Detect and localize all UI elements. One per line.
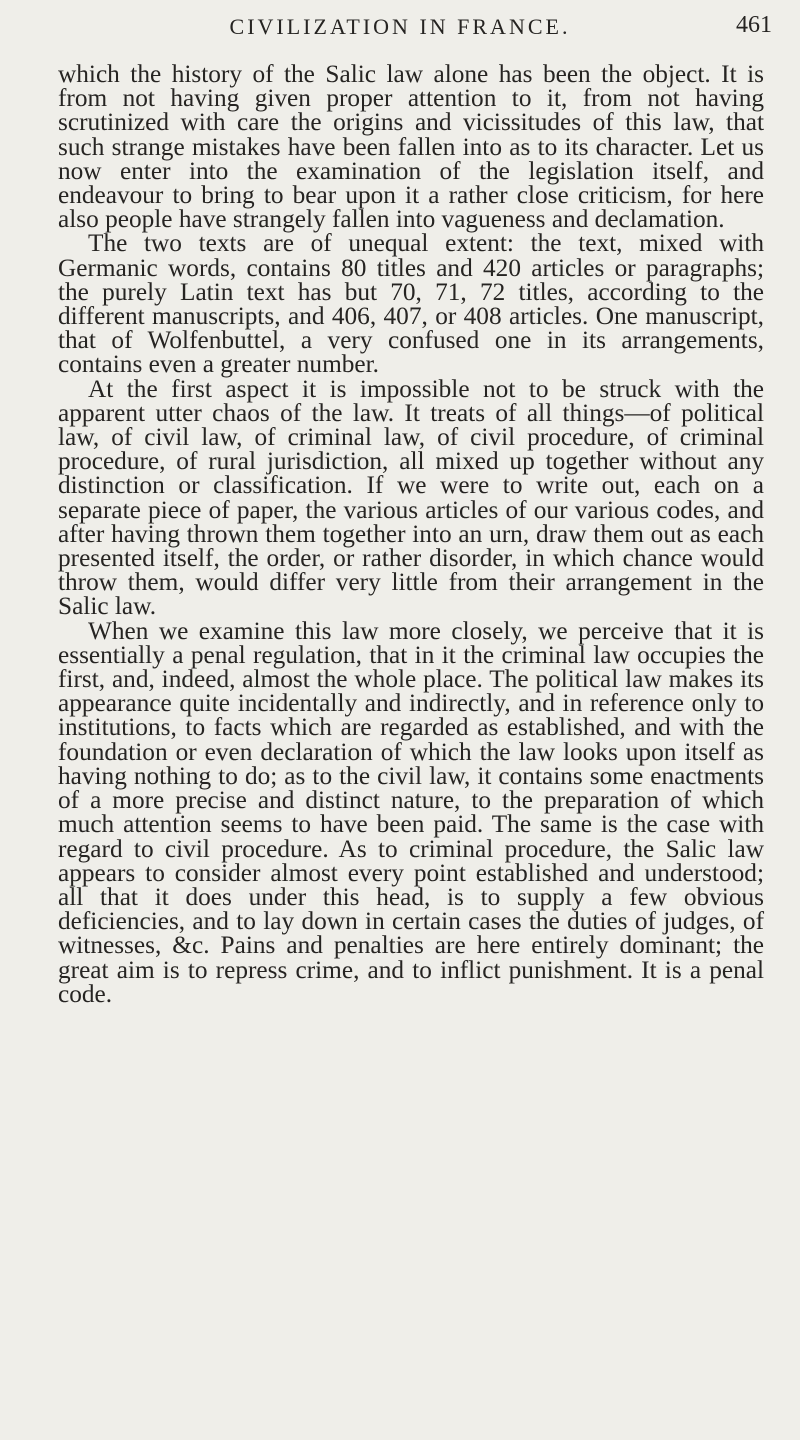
page-number: 461 <box>736 12 772 38</box>
body-text <box>58 62 764 1006</box>
running-head: CIVILIZATION IN FRANCE. <box>229 14 571 39</box>
paragraph-2: The two texts are of unequal extent: the text, mixed with Germanic words, contains 80 titles and 420 articles or paragraphs; the purely Latin text has but 70, 71, 72 titles, according to the different manuscripts, and 406, 407, or 408 articles. One manuscript, that of Wolfenbuttel, a very confused one in its arrangements, contains even a greater number. <box>58 229 764 379</box>
paragraph-1: which the history of the Salic law alone has been the object. It is from not having given proper attention to it, from not having scrutinized with care the origins and vicissitudes of this law, that such strange mistakes have been fallen into as to its character. Let us now enter into the examination of the legislation itself, and endeavour to bring to bear upon it a rather close criticism, for here also people have strangely fallen into vagueness and declamation. <box>58 60 764 234</box>
page-header <box>0 8 800 48</box>
paragraph-3: At the first aspect it is impossible not to be struck with the apparent utter chaos of the law. It treats of all things—of political law, of civil law, of criminal law, of civil procedure, of criminal procedure, of rural jurisdiction, all mixed up together without any distinction or classification. If we were to write out, each on a separate piece of paper, the various articles of our various codes, and after having thrown them together into an urn, draw them out as each presented itself, the order, or rather disorder, in which chance would throw them, would differ very little from their arrangement in the Salic law. <box>58 374 764 621</box>
paragraph-4: When we examine this law more closely, we perceive that it is essentially a penal regulation, that in it the criminal law occupies the first, and, indeed, almost the whole place. The political law makes its appearance quite incidentally and indirectly, and in reference only to institutions, to facts which are regarded as established, and with the foundation or even declaration of which the law looks upon itself as having nothing to do; as to the civil law, it contains some enactments of a more precise and distinct nature, to the preparation of which much attention seems to have been paid. The same is the case with regard to civil procedure. As to criminal procedure, the Salic law appears to consider almost every point established and understood; all that it does under this head, is to supply a few obvious deficiencies, and to lay down in certain cases the duties of judges, of witnesses, &c. Pains and penalties are here entirely dominant; the great aim is to repress crime, and to inflict punishment. It is a penal code. <box>58 616 764 1008</box>
